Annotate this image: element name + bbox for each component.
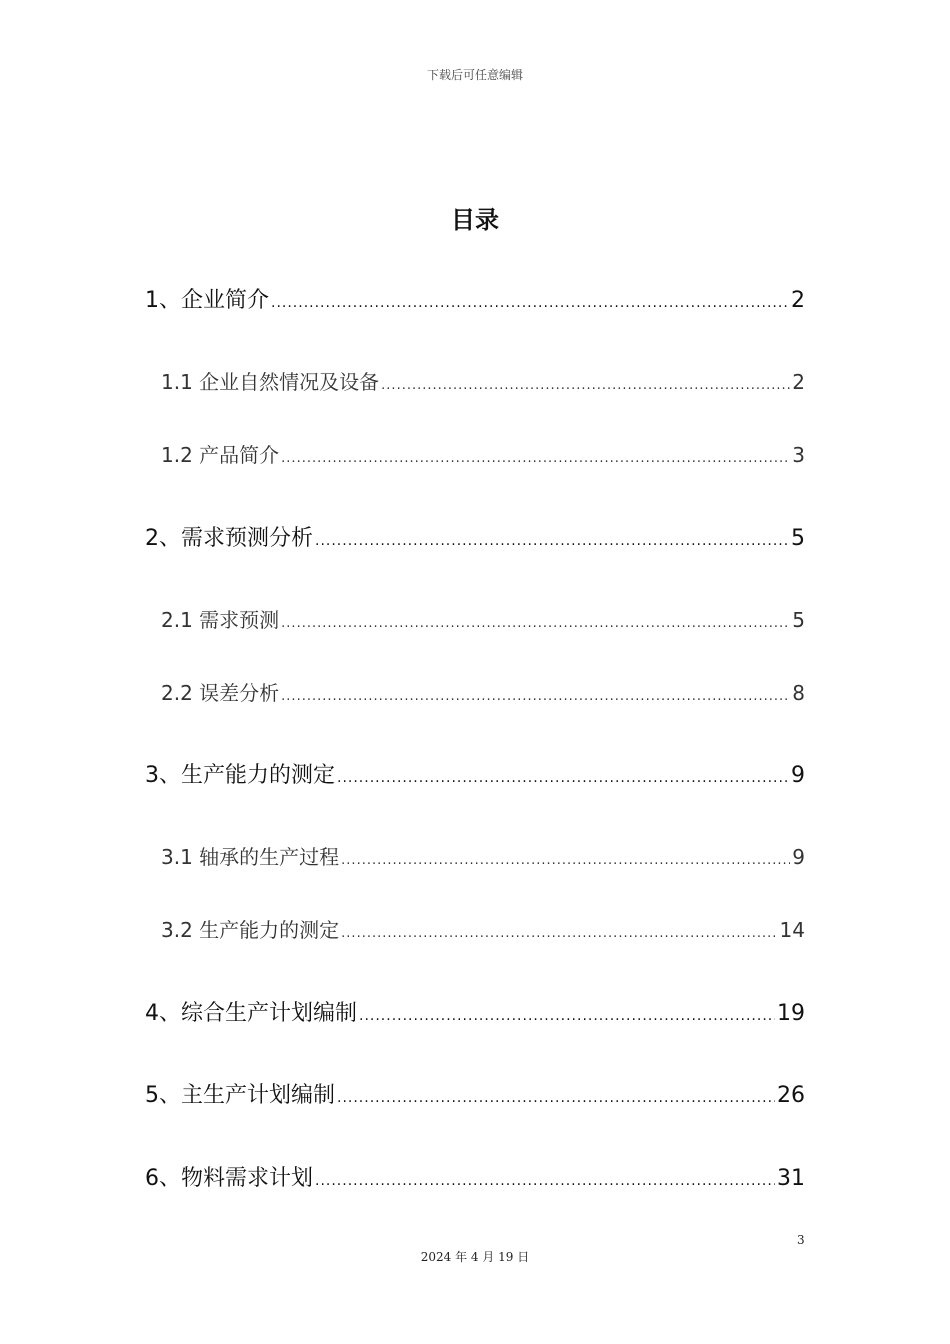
toc-entry-label: 3、生产能力的测定: [145, 763, 335, 788]
toc-entry-page: 31: [777, 1166, 805, 1191]
toc-entry-label: 3.2 生产能力的测定: [161, 918, 340, 942]
toc-entry-label: 3.1 轴承的生产过程: [161, 845, 340, 869]
dot-leader: [337, 770, 789, 786]
toc-entry-2-2[interactable]: [161, 677, 805, 706]
toc-entry-label: 2.2 误差分析: [161, 681, 280, 705]
toc-entry-4[interactable]: [145, 996, 805, 1027]
toc-entry-6[interactable]: [145, 1161, 805, 1192]
dot-leader: [381, 378, 790, 393]
dot-leader: [271, 295, 789, 311]
dot-leader: [341, 926, 777, 941]
toc-entry-3[interactable]: [145, 758, 805, 789]
page-header: 下载后可任意编辑: [426, 68, 523, 82]
toc-entry-label: 1.1 企业自然情况及设备: [161, 370, 380, 394]
toc-entry-5[interactable]: [145, 1078, 805, 1109]
dot-leader: [359, 1008, 775, 1024]
toc-entry-label: 1.2 产品简介: [161, 443, 280, 467]
dot-leader: [341, 853, 790, 868]
toc-entry-2-1[interactable]: [161, 604, 805, 633]
page-number: 3: [797, 1233, 805, 1247]
toc-entry-page: 2: [792, 370, 805, 394]
toc-entry-page: 5: [791, 526, 805, 551]
toc-entry-1-1[interactable]: [161, 366, 805, 395]
toc-entry-label: 2、需求预测分析: [145, 526, 313, 551]
page-footer-date: 2024 年 4 月 19 日: [420, 1250, 530, 1264]
toc-entry-label: 5、主生产计划编制: [145, 1083, 335, 1108]
toc-entry-label: 6、物料需求计划: [145, 1166, 313, 1191]
toc-entry-3-2[interactable]: [161, 914, 805, 943]
toc-entry-page: 5: [792, 608, 805, 632]
toc-entry-page: 14: [779, 918, 805, 942]
dot-leader: [281, 451, 790, 466]
toc-entry-page: 2: [791, 288, 805, 313]
toc-entry-1[interactable]: [145, 283, 805, 314]
toc-entry-3-1[interactable]: [161, 841, 805, 870]
toc-entry-2[interactable]: [145, 521, 805, 552]
toc-entry-page: 19: [777, 1001, 805, 1026]
toc-entry-page: 9: [791, 763, 805, 788]
toc-entry-1-2[interactable]: [161, 439, 805, 468]
toc-entry-page: 9: [792, 845, 805, 869]
dot-leader: [337, 1090, 775, 1106]
toc-title: 目录: [451, 206, 499, 234]
dot-leader: [315, 1173, 775, 1189]
toc-entry-page: 26: [777, 1083, 805, 1108]
dot-leader: [281, 616, 790, 631]
toc-entry-label: 1、企业简介: [145, 288, 269, 313]
toc-entry-page: 3: [792, 443, 805, 467]
toc-entry-label: 4、综合生产计划编制: [145, 1001, 357, 1026]
toc-entry-label: 2.1 需求预测: [161, 608, 280, 632]
toc-entry-page: 8: [792, 681, 805, 705]
dot-leader: [315, 533, 789, 549]
dot-leader: [281, 689, 790, 704]
